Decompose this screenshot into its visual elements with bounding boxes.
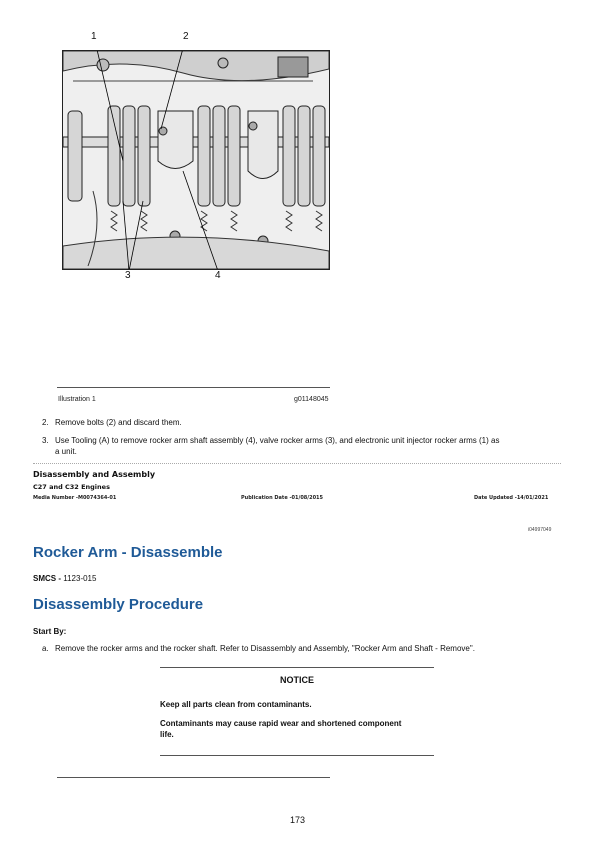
procedure-title: Disassembly Procedure: [33, 596, 204, 613]
step-2-number: 2.: [42, 418, 49, 427]
notice-title: NOTICE: [279, 675, 314, 685]
section-category: Disassembly and Assembly: [33, 470, 156, 479]
date-updated: Date Updated -14/01/2021: [474, 495, 549, 501]
callout-1: 1: [91, 31, 97, 42]
step-a-number: a.: [42, 644, 49, 653]
step-a-text: Remove the rocker arms and the rocker shaft. Refer to Disassembly and Assembly, "Rocker Arm and Shaft - Remove".: [55, 644, 475, 653]
rocker-arm-drawing: [63, 51, 329, 269]
illustration-caption-code: g01148045: [294, 396, 329, 403]
document-id: i04997049: [528, 527, 552, 533]
step-3: [42, 435, 572, 457]
publication-date: Publication Date -01/08/2015: [241, 495, 324, 501]
notice-bottom-rule: [160, 755, 434, 756]
illustration-caption-label: Illustration 1: [58, 396, 96, 403]
step-3-text-line1: Use Tooling (A) to remove rocker arm shaft assembly (4), valve rocker arms (3), and electronic unit injector rocker arms (1) as: [55, 436, 500, 445]
section-divider: [33, 463, 561, 464]
engine-illustration: [62, 50, 330, 270]
callout-4: 4: [215, 270, 221, 281]
caption-rule: [57, 387, 330, 388]
bottom-rule: [57, 777, 330, 778]
step-2: [42, 417, 562, 428]
smcs-value: 1123-015: [63, 574, 97, 583]
page-title: Rocker Arm - Disassemble: [33, 544, 223, 561]
media-number: Media Number -M0074364-01: [33, 495, 117, 501]
notice-line-2a: Contaminants may cause rapid wear and shortened component: [160, 719, 402, 728]
step-a: [42, 643, 572, 654]
section-engines: C27 and C32 Engines: [33, 483, 110, 491]
notice-line-2b: life.: [160, 730, 174, 739]
step-2-text: Remove bolts (2) and discard them.: [55, 418, 182, 427]
notice-line-1: Keep all parts clean from contaminants.: [160, 700, 312, 709]
start-by-label: Start By:: [33, 627, 67, 636]
smcs-label: SMCS -: [33, 574, 61, 583]
smcs-line: [33, 574, 96, 583]
notice-top-rule: [160, 667, 434, 668]
step-3-text-line2: a unit.: [55, 447, 77, 456]
step-3-number: 3.: [42, 436, 49, 445]
callout-2: 2: [183, 31, 189, 42]
page-number: 173: [289, 815, 306, 825]
callout-3: 3: [125, 270, 131, 281]
